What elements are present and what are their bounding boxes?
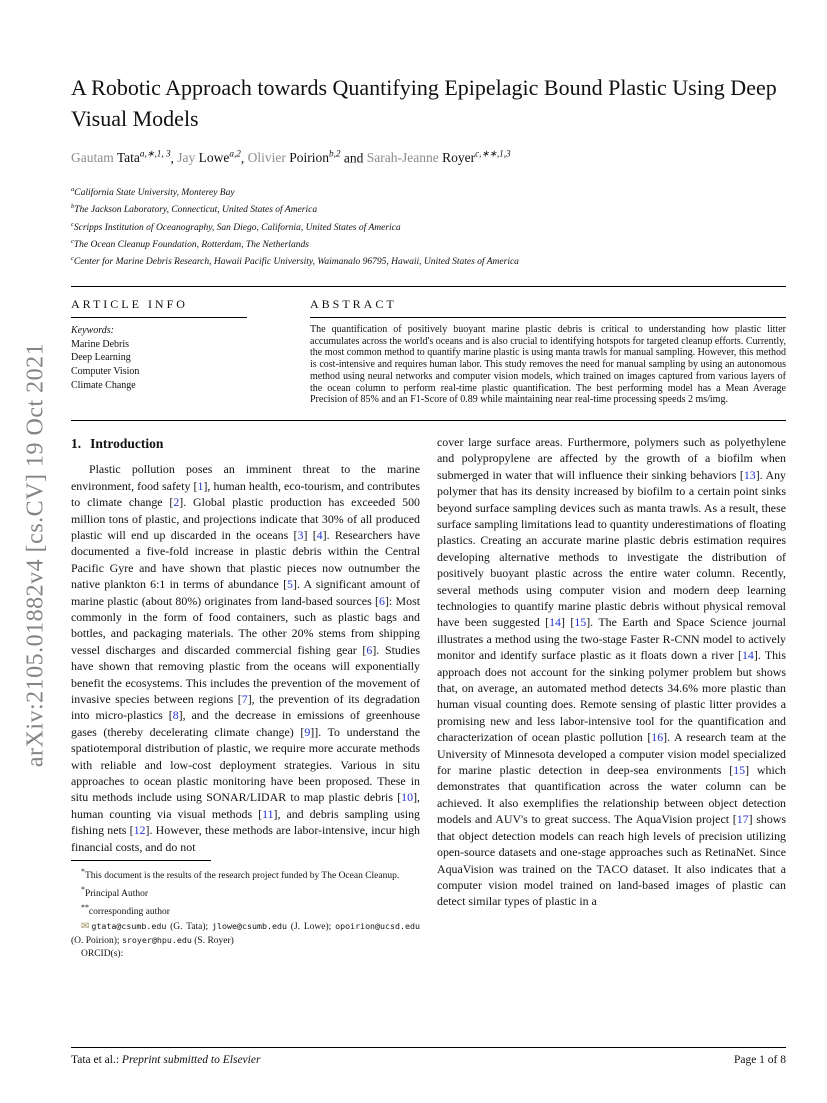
citation-link[interactable]: 6 [366,642,373,657]
divider [71,286,786,287]
author-first-name: Gautam [71,150,117,166]
author-name [177,150,241,165]
affiliation-line [71,235,786,252]
author-superscript: c,∗∗,1,3 [475,148,511,159]
citation-link[interactable]: 1 [197,478,204,493]
footer-running-title: Tata et al.: Preprint submitted to Elsevier [71,1054,261,1066]
keyword-item: Climate Change [71,379,136,391]
affiliation-line [71,252,786,269]
affiliation-text: Scripps Institution of Oceanography, San Diego, California, United States of America [73,222,401,233]
citation-link[interactable]: 15 [733,763,746,778]
article-info-section [71,297,295,406]
section-number: 1. [71,435,82,451]
affiliation-superscript: a [71,186,75,194]
footer-page-number: Page 1 of 8 [733,1054,786,1066]
email-link[interactable]: opoirion@ucsd.edu [335,920,421,931]
email-owner: (G. Tata); [166,921,213,932]
email-owner: (J. Lowe); [286,921,336,932]
affiliation-superscript: c [71,237,74,245]
email-owner: (O. Poirion); [71,935,122,946]
email-owner: (S. Royer) [191,935,234,946]
author-superscript: b,2 [329,148,341,159]
author-name [367,150,511,165]
author-first-name: Sarah-Jeanne [366,150,443,166]
keywords-list [71,338,295,393]
author-name [248,150,341,165]
keywords-label: Keywords: [71,325,114,337]
citation-link[interactable]: 2 [173,495,180,510]
citation-link[interactable]: 17 [736,812,749,827]
author-last-name: Tata [116,150,140,166]
citation-link[interactable]: 12 [133,823,146,838]
affiliation-line [71,200,786,217]
footnote-corresponding-author: **corresponding author [81,903,170,918]
author-first-name: Olivier [247,150,290,166]
email-link[interactable]: gtata@csumb.edu [91,920,167,931]
article-info-heading: ARTICLE INFO [71,297,188,312]
body-paragraph: cover large surface areas. Furthermore, polymers such as polyethylene and polypropylene are affected by the growth of a biofilm when submerged in water that will influence their sinking behaviors [13]. Any polymer that has its density increased by biofilm to a certain point sinks beyond surface sampling devices such as manta trawls. As a result, these surface sampling limitations lead to quantity underestimations of floating plastics. Creating an accurate marine plastic debris estimation requires developing alternative methods to investigate the distribution of positively buoyant plastic across the entire water column. Recently, several methods using computer vision and modern deep learning technologies to quantify marine plastic debris without physical removal have been suggested [14] [15]. The Earth and Space Science journal illustrates a method using the two-stage Faster R-CNN model to actively monitor and identify surface plastic as it floats down a river [14]. This approach does not account for the sinking polymer problem but shows that, on average, an automated method detects 34.6% more plastic than human visual counting does. Remote sensing of plastic litter provides a promising new and less labor-intensive tool for the quantification and characterization of ocean plastic pollution [16]. A research team at the University of Minnesota developed a computer vision model specialized for marine plastic detection in deep-sea environments [15] which demonstrates that quantification across the water column can be achieved. It also exemplifies the relationship between object detection models and AUV's to great success. The AquaVision project [17] shows that object detection models can reach high levels of precision utilizing open-source datasets and one-stage approaches such as RetinaNet. Since AquaVision was trained on the TACO dataset. It also indicates that a computer vision model trained on land-based images of plastic can detect similar types of plastic in a [437,434,786,909]
citation-link[interactable]: 16 [651,730,664,745]
citation-link[interactable]: 13 [743,467,756,482]
author-last-name: Royer [442,150,476,166]
divider [71,420,786,421]
affiliation-text: California State University, Monterey Bay [74,188,235,199]
divider [71,317,247,318]
citation-link[interactable]: 14 [549,615,561,630]
affiliation-superscript: c [71,254,74,262]
footnote-divider [71,860,211,861]
footnote-principal-author: *Principal Author [81,885,149,900]
affiliation-text: The Jackson Laboratory, Connecticut, United States of America [74,205,318,216]
citation-link[interactable]: 9 [304,724,311,739]
affiliation-superscript: c [71,220,74,228]
author-superscript: a,2 [229,148,241,159]
citation-link[interactable]: 6 [379,593,385,608]
author-last-name: Lowe [198,150,230,166]
footnote-funding: *This document is the results of the research project funded by The Ocean Cleanup. [81,867,400,882]
envelope-icon: ✉ [81,920,90,932]
authors-line: Gautam Tata$^{a,∗,1, 3}$, Jay Lowe$^{a,2}$, Olivier Poirion$^{b,2}$ and Sarah-Jeanne Royer$^{c,∗∗,1,3}$ [71,148,511,166]
citation-link[interactable]: 7 [241,692,248,707]
author-first-name: Jay [177,150,199,166]
section-heading [71,436,420,452]
citation-link[interactable]: 10 [401,790,414,805]
abstract-heading: ABSTRACT [310,297,397,312]
citation-link[interactable]: 8 [172,708,179,723]
author-name [71,150,171,165]
affiliation-text: Center for Marine Debris Research, Hawaii Pacific University, Waimanalo 96795, Hawaii, United States of America [73,257,519,268]
keyword-item: Marine Debris [71,338,130,350]
divider [71,1047,786,1048]
citation-link[interactable]: 3 [297,527,304,542]
citation-link[interactable]: 14 [741,648,754,663]
affiliation-line [71,218,786,235]
keyword-item: Deep Learning [71,352,131,364]
arxiv-banner: arXiv:2105.01882v4 [cs.CV] 19 Oct 2021 [22,342,49,768]
citation-link[interactable]: 5 [287,577,293,592]
citation-link[interactable]: 11 [262,806,274,821]
page-footer [71,1047,786,1066]
author-superscript: a,∗,1, 3 [139,148,171,159]
footnote-orcid: ORCID(s): [81,948,124,959]
abstract-text: The quantification of positively buoyant marine plastic debris is critical to understanding how plastic litter accumulates across the world's oceans and is also crucial to identifying hotspots for targeted cleanup efforts. Currently, the most common method to quantify marine plastic is using manta trawls for manual sampling. However, this method is cost-intensive and requires human labor. This study removes the need for manual sampling by using an autonomous method using neural networks and computer vision models, which trained on images captured from various layers of the ocean column to perform real-time plastic quantification. The best performing model has a Mean Average Precision of 85% and an F1-Score of 0.89 while maintaining near real-time processing speeds 2 ms/img. [310,324,786,406]
author-last-name: Poirion [289,150,330,166]
citation-link[interactable]: 4 [316,527,323,542]
footnote-marker: * [81,867,85,877]
affiliations [71,183,786,269]
keyword-item: Computer Vision [71,366,140,378]
affiliation-line [71,183,786,200]
affiliation-superscript: b [71,203,75,211]
keywords-block [71,324,295,393]
section-title: Introduction [90,435,164,451]
email-link[interactable]: jlowe@csumb.edu [212,920,287,931]
divider [310,317,786,318]
paper-title: A Robotic Approach towards Quantifying Epipelagic Bound Plastic Using Deep Visual Models [71,75,777,131]
footnotes-block [71,860,420,960]
email-link[interactable]: sroyer@hpu.edu [121,934,192,945]
body-column-right [437,434,786,961]
body-paragraph: Plastic pollution poses an imminent threat to the marine environment, food safety [1], human health, eco-tourism, and contributes to climate change [2]. Global plastic production has exceeded 500 million tons of plastic, and projections indicate that 30% of all produced plastic will end up discarded in the oceans [3] [4]. Researchers have documented a five-fold increase in plastic debris within the Central Pacific Gyre and have shown that plastic pieces now outnumber the native plankton 6:1 in terms of abundance [5]. A significant amount of marine plastic (about 80%) originates from land-based sources [6]: Most commonly in the form of food containers, such as plastic bags and bottles, and packaging materials. The other 20% stems from shipping vessel discharges and discarded commercial fishing gear [6]. Studies have shown that removing plastic from the oceans will exponentially benefit the ecosystems. This includes the prevention of the movement of invasive species between regions [7], the prevention of its degradation into micro-plastics [8], and the decrease in emissions of greenhouse gases (thereby decelerating climate change) [9]]. To understand the spatiotemporal distribution of plastic, we require more accurate methods with reliable and low-cost deployment strategies. Various in situ approaches to ocean plastic monitoring have been proposed. These in situ methods include using SONAR/LIDAR to map plastic debris [10], human counting via visual methods [11], and debris sampling using fishing nets [12]. However, these methods are labor-intensive, incur high financial costs, and do not [71,462,421,854]
footnote-emails [71,920,420,948]
footnote-marker: * [81,885,85,895]
citation-link[interactable]: 15 [574,615,587,630]
affiliation-text: The Ocean Cleanup Foundation, Rotterdam, The Netherlands [73,239,309,250]
abstract-section [310,297,786,406]
body-column-left [71,434,420,961]
footnote-marker: ** [81,903,89,913]
